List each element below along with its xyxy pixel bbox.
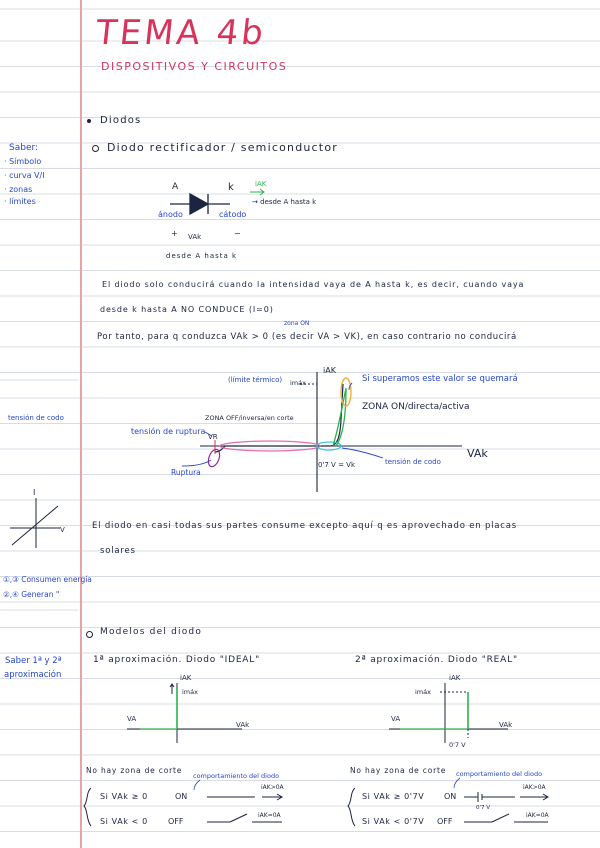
symbol-bottom: desde A hasta k	[166, 252, 238, 260]
curve-tension-ruptura: tensión de ruptura	[131, 427, 206, 436]
aprox1-si2: Si VAk < 0	[100, 817, 148, 826]
margin-saber-item: · Símbolo	[4, 157, 42, 166]
margin-tension-codo: tensión de codo	[8, 414, 64, 422]
paragraph-line: solares	[100, 546, 136, 556]
aprox2-va: VA	[391, 715, 401, 723]
aprox1-vak: VAk	[236, 721, 250, 729]
aprox2-iak: iAK	[449, 674, 461, 682]
margin-generan: ②,④ Generan "	[3, 590, 60, 599]
aprox1-comportamiento: comportamiento del diodo	[193, 772, 280, 780]
curve-iak: iAK	[323, 366, 336, 375]
aprox2-off: OFF	[437, 817, 453, 826]
curve-si-superamos: Si superamos este valor se quemará	[362, 374, 518, 384]
iv-curve-axes	[200, 372, 462, 492]
curve-limite: (límite térmico)	[228, 376, 283, 384]
comportamiento-arrows	[194, 778, 460, 790]
aprox1-title: 1ª aproximación. Diodo "IDEAL"	[93, 655, 261, 665]
aprox1-iak-eq: iAK=0A	[258, 812, 281, 819]
symbol-label-a: A	[172, 182, 179, 192]
curve-ruptura: Ruptura	[171, 468, 201, 477]
margin-saber-title: Saber:	[9, 143, 39, 153]
resistor-iv-graph	[10, 498, 60, 548]
aprox2-no-corte: No hay zona de corte	[350, 766, 447, 775]
aprox2-iak-gt: iAK>0A	[523, 784, 546, 791]
aprox2-si2: Si VAk < 0'7V	[362, 817, 425, 826]
aprox2-si1: Si VAk ≥ 0'7V	[362, 792, 425, 801]
iak-arrow	[250, 189, 264, 195]
aprox1-on: ON	[175, 792, 188, 801]
aprox2-on: ON	[444, 792, 457, 801]
margin-saber-item: · curva V/I	[4, 171, 45, 180]
margin-saber-item: · zonas	[4, 185, 33, 194]
symbol-iak: iAK	[255, 180, 267, 188]
aprox1-va: VA	[127, 715, 137, 723]
aprox1-imax: imáx	[182, 688, 198, 696]
symbol-minus: −	[234, 229, 241, 238]
paragraph-line: El diodo en casi todas sus partes consume excepto aquí q es aprovechado en placas	[92, 521, 518, 531]
aprox1-iak-gt: iAK>0A	[261, 784, 284, 791]
paragraph-line: El diodo solo conducirá cuando la intensidad vaya de A hasta k, es decir, cuando vaya	[102, 280, 525, 289]
section-rectificador: Diodo rectificador / semiconductor	[107, 141, 338, 154]
aprox2-title: 2ª aproximación. Diodo "REAL"	[355, 655, 518, 665]
aprox2-v07-small: 0'7 V	[476, 805, 491, 811]
aprox1-off: OFF	[168, 817, 184, 826]
section-diodos: Diodos	[100, 115, 142, 126]
paragraph-line: Por tanto, para q conduzca VAk > 0 (es decir VA > VK), en caso contrario no conducirá	[97, 332, 517, 342]
section-modelos: Modelos del diodo	[100, 627, 203, 637]
symbol-label-k: k	[228, 182, 234, 193]
paragraph-line: desde k hasta A NO CONDUCE (I=0)	[100, 305, 274, 314]
curve-zona-off: ZONA OFF/inversa/en corte	[205, 414, 294, 422]
symbol-flow: → desde A hasta k	[252, 198, 317, 206]
symbol-plus: +	[171, 229, 178, 238]
margin-saber-item: · límites	[4, 197, 36, 206]
page-title: TEMA 4b	[93, 13, 268, 53]
margin-saber-aprox: Saber 1ª y 2ª	[5, 656, 62, 666]
aprox2-iak-eq: iAK=0A	[526, 812, 549, 819]
page-subtitle: DISPOSITIVOS Y CIRCUITOS	[101, 60, 288, 73]
symbol-catodo: cátodo	[219, 210, 247, 219]
curve-arrows	[182, 383, 383, 466]
aprox1-graph	[127, 683, 242, 743]
symbol-anodo: ánodo	[158, 210, 183, 219]
curve-tension-codo: tensión de codo	[385, 458, 441, 466]
curve-vak: VAk	[467, 447, 488, 460]
aprox2-imax: imáx	[415, 688, 431, 696]
aprox2-graph	[389, 683, 508, 743]
curve-zona-on: ZONA ON/directa/activa	[362, 402, 470, 412]
iv-curve	[206, 378, 351, 468]
margin-saber-aprox: aproximación	[4, 670, 62, 680]
paragraph-zona-on: zona ON	[284, 320, 310, 327]
resistor-axis-i: I	[33, 488, 36, 497]
aprox2-v07: 0'7 V	[449, 741, 466, 749]
aprox2-comportamiento: comportamiento del diodo	[456, 770, 543, 778]
curve-vk: 0'7 V = Vk	[318, 461, 356, 469]
aprox1-si1: Si VAk ≥ 0	[100, 792, 148, 801]
curve-imax: imáx	[290, 379, 306, 387]
margin-consumen: ①,③ Consumen energía	[3, 575, 92, 584]
diode-symbol	[170, 194, 230, 214]
curve-vr: VR	[208, 433, 218, 441]
aprox1-switches	[84, 788, 282, 826]
aprox1-iak: iAK	[180, 674, 192, 682]
aprox1-no-corte: No hay zona de corte	[86, 766, 183, 775]
resistor-axis-v: V	[60, 526, 65, 534]
symbol-vak: VAk	[188, 233, 202, 241]
aprox2-switches	[348, 788, 548, 826]
aprox2-vak: VAk	[499, 721, 513, 729]
